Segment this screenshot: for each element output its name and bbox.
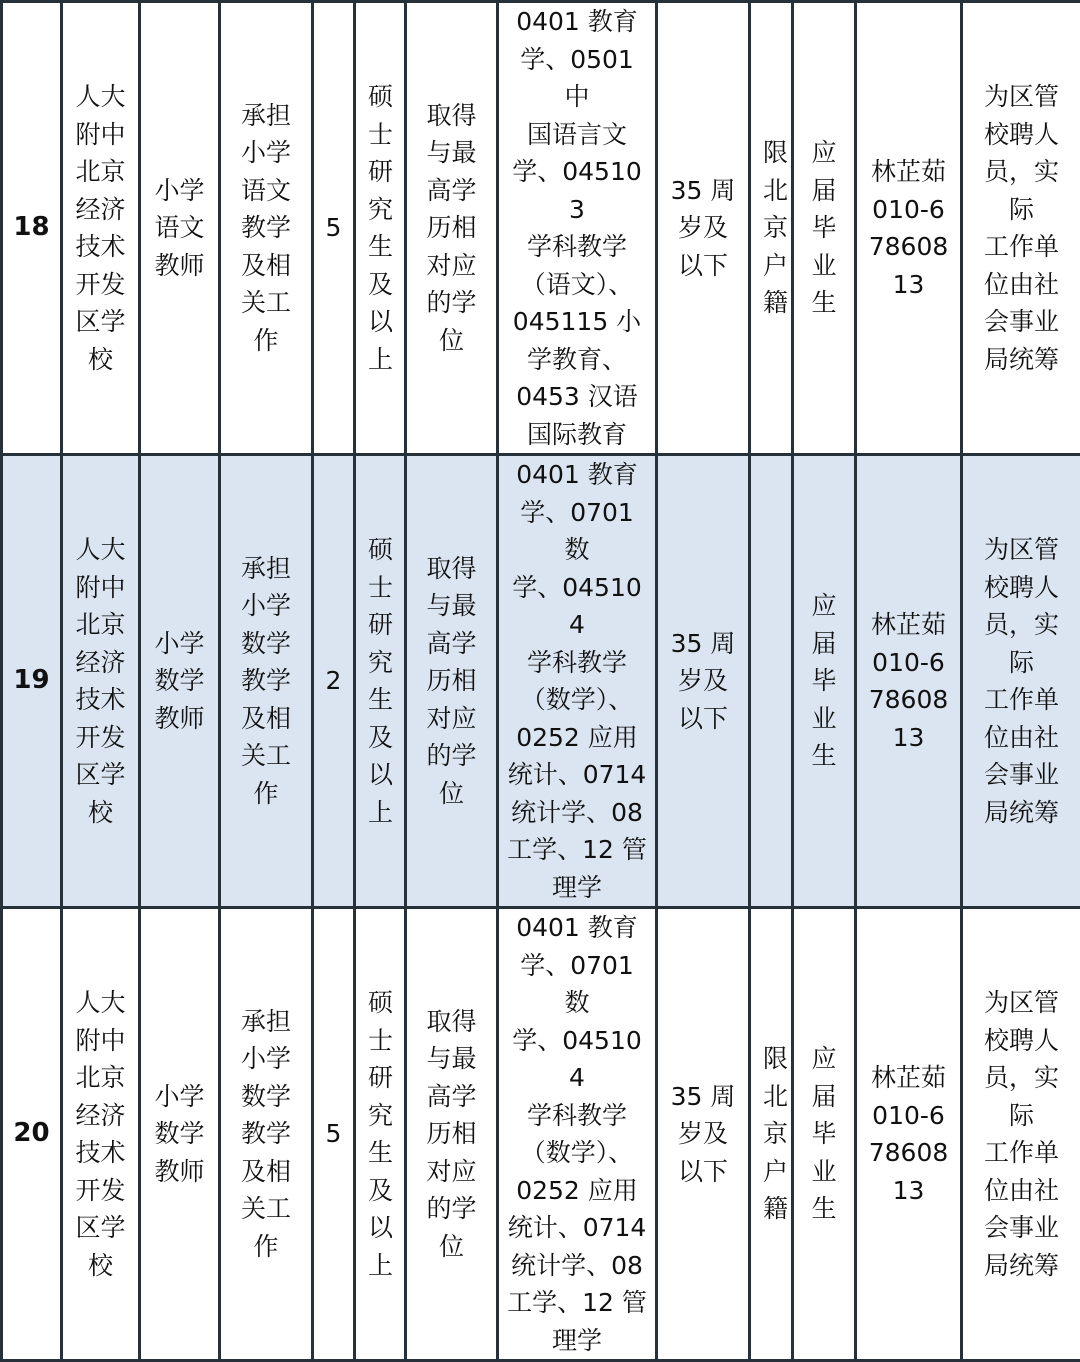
graduate-requirement: 应 届 毕 业 生 (793, 455, 856, 908)
major-requirement: 0401 教育 学、0701 数 学、045104 学科教学 （数学）、 0252 应用 统计、0714 统计学、08 工学、12 管 理学 (498, 908, 657, 1361)
position-name: 小学 数学 教师 (140, 908, 220, 1361)
major-requirement: 0401 教育 学、0501 中 国语言文 学、045103 学科教学 （语文）、 045115 小 学教育、 0453 汉语 国际教育 (498, 2, 657, 455)
hiring-unit: 人大 附中 北京 经济 技术 开发 区学 校 (62, 455, 140, 908)
degree-requirement: 取得 与最 高学 历相 对应 的学 位 (406, 455, 498, 908)
contact-info: 林芷茹 010-6 78608 13 (856, 455, 962, 908)
table-row (2, 2, 1080, 455)
position-name: 小学 数学 教师 (140, 455, 220, 908)
graduate-requirement: 应 届 毕 业 生 (793, 2, 856, 455)
education-requirement: 硕 士 研 究 生 及 以 上 (355, 2, 406, 455)
major-requirement: 0401 教育 学、0701 数 学、045104 学科教学 （数学）、 0252 应用 统计、0714 统计学、08 工学、12 管 理学 (498, 455, 657, 908)
position-duty: 承担 小学 语文 教学 及相 关工 作 (220, 2, 313, 455)
age-requirement: 35 周 岁及 以下 (657, 908, 750, 1361)
position-duty: 承担 小学 数学 教学 及相 关工 作 (220, 908, 313, 1361)
age-requirement: 35 周 岁及 以下 (657, 2, 750, 455)
row-number: 19 (2, 455, 62, 908)
row-number: 18 (2, 2, 62, 455)
table-row (2, 455, 1080, 908)
education-requirement: 硕 士 研 究 生 及 以 上 (355, 908, 406, 1361)
hiring-count: 5 (313, 2, 355, 455)
education-requirement: 硕 士 研 究 生 及 以 上 (355, 455, 406, 908)
hiring-count: 5 (313, 908, 355, 1361)
age-requirement: 35 周 岁及 以下 (657, 455, 750, 908)
degree-requirement: 取得 与最 高学 历相 对应 的学 位 (406, 908, 498, 1361)
remarks: 为区管 校聘人 员，实际 工作单 位由社 会事业 局统筹 (962, 2, 1080, 455)
table-row (2, 908, 1080, 1361)
degree-requirement: 取得 与最 高学 历相 对应 的学 位 (406, 2, 498, 455)
hiring-count: 2 (313, 455, 355, 908)
hiring-unit: 人大 附中 北京 经济 技术 开发 区学 校 (62, 2, 140, 455)
position-name: 小学 语文 教师 (140, 2, 220, 455)
position-duty: 承担 小学 数学 教学 及相 关工 作 (220, 455, 313, 908)
graduate-requirement: 应 届 毕 业 生 (793, 908, 856, 1361)
row-number: 20 (2, 908, 62, 1361)
residency-requirement: 限 北 京 户 籍 (750, 908, 793, 1361)
hiring-unit: 人大 附中 北京 经济 技术 开发 区学 校 (62, 908, 140, 1361)
remarks: 为区管 校聘人 员，实际 工作单 位由社 会事业 局统筹 (962, 908, 1080, 1361)
remarks: 为区管 校聘人 员，实际 工作单 位由社 会事业 局统筹 (962, 455, 1080, 908)
contact-info: 林芷茹 010-6 78608 13 (856, 2, 962, 455)
residency-requirement: 限 北 京 户 籍 (750, 2, 793, 455)
contact-info: 林芷茹 010-6 78608 13 (856, 908, 962, 1361)
residency-requirement (750, 455, 793, 908)
